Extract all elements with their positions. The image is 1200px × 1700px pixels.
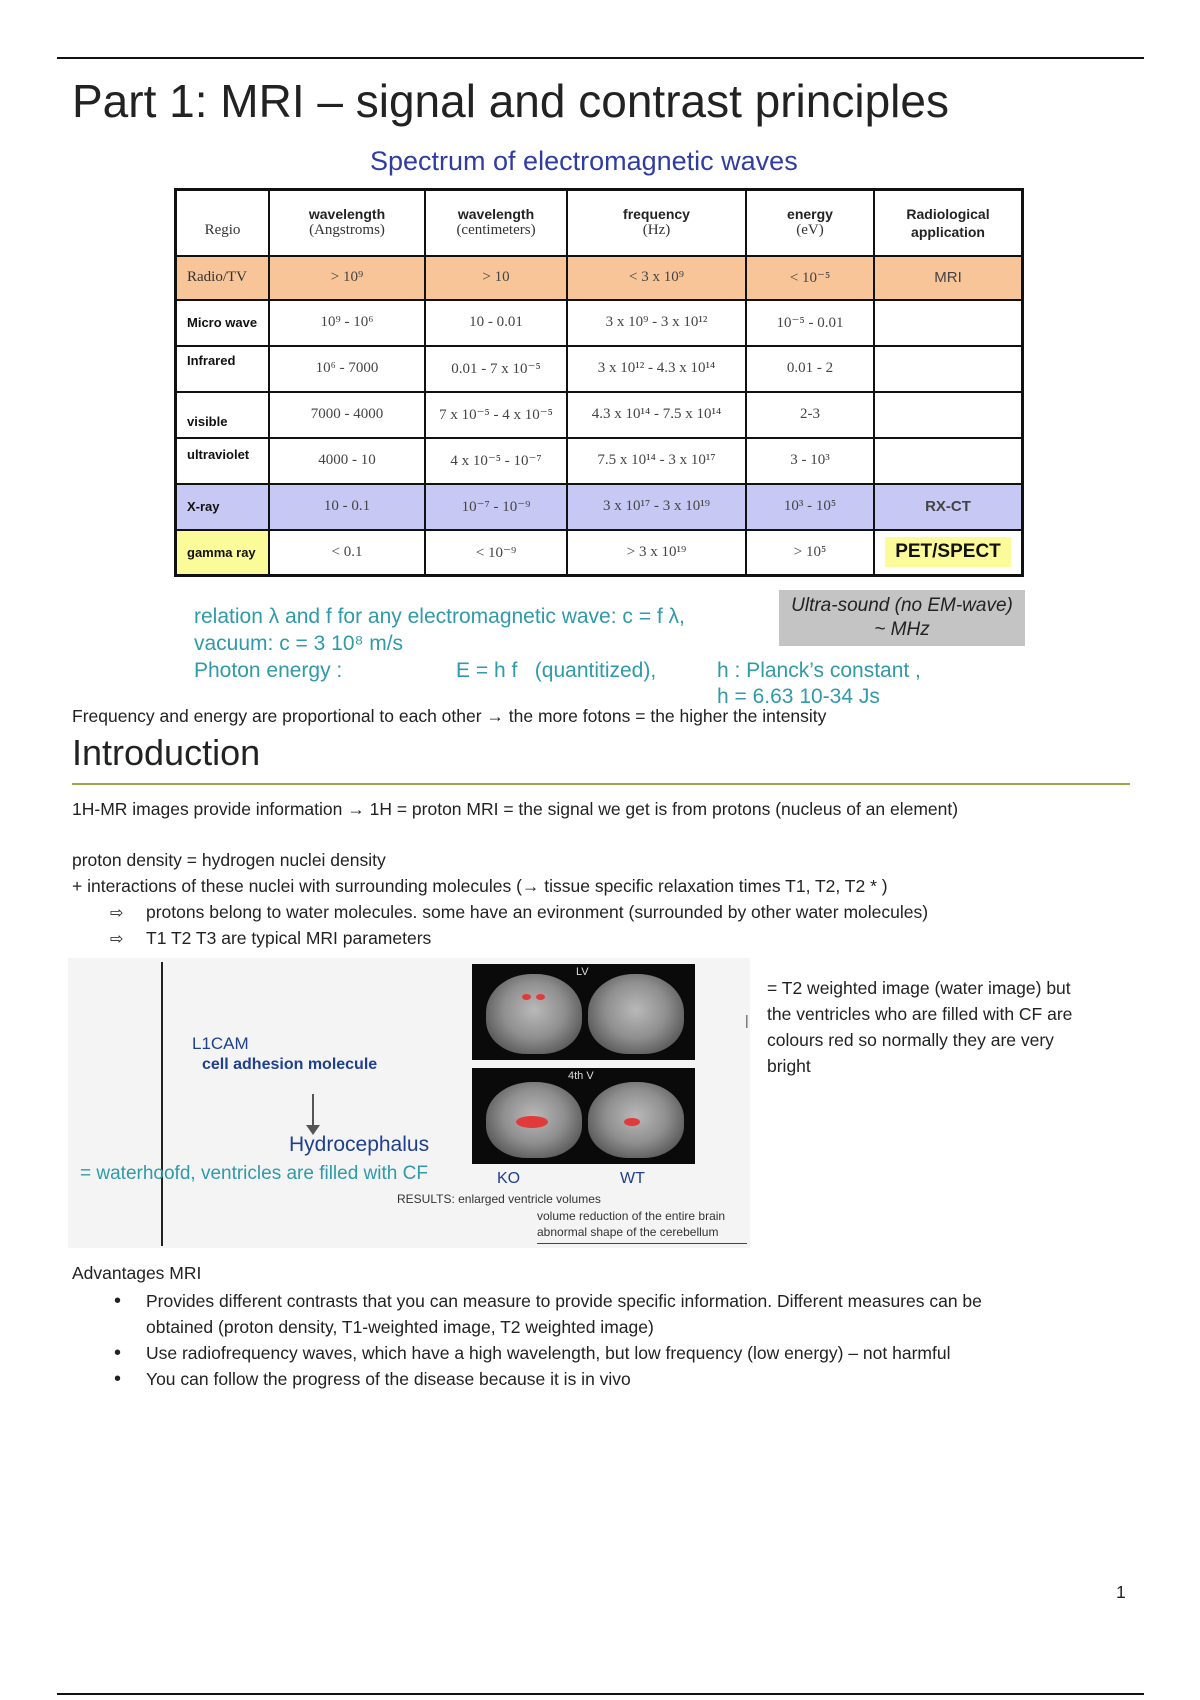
mri-image-bottom [472, 1068, 695, 1164]
region-cell: visible [176, 392, 270, 438]
bottom-rule [57, 1693, 1144, 1695]
figure-note-line-4: bright [767, 1056, 811, 1076]
table-cell: 10 - 0.01 [425, 300, 567, 346]
frequency-note: Frequency and energy are proportional to each other → the more fotons = the higher the intensity [72, 706, 827, 726]
photon-energy-equation: E = h f (quantitized), [456, 659, 657, 682]
table-row [176, 256, 1023, 300]
application-cell [874, 392, 1023, 438]
figure-note-line-3: colours red so normally they are very [767, 1030, 1054, 1050]
ultrasound-line2: ~ MHz [874, 619, 930, 640]
wt-label: WT [620, 1170, 645, 1187]
table-cell: < 3 x 10⁹ [567, 256, 746, 300]
application-cell: MRI [874, 256, 1023, 300]
table-cell: 4 x 10⁻⁵ - 10⁻⁷ [425, 438, 567, 484]
vacuum-speed: vacuum: c = 3 10⁸ m/s [194, 632, 404, 655]
list-item: • You can follow the progress of the disease because it is in vivo [114, 1366, 1094, 1392]
region-cell: gamma ray [176, 530, 270, 576]
table-cell: 4000 - 10 [269, 438, 425, 484]
wave-relation: relation λ and f for any electromagnetic wave: c = f λ, [194, 605, 685, 628]
table-cell: 0.01 - 2 [746, 346, 874, 392]
table-cell: 7 x 10⁻⁵ - 4 x 10⁻⁵ [425, 392, 567, 438]
table-row [176, 392, 1023, 438]
page-title: Part 1: MRI – signal and contrast principles [72, 75, 949, 127]
results-line-3: abnormal shape of the cerebellum [537, 1225, 719, 1239]
table-header-row [176, 190, 1023, 256]
intro-paragraph-1: 1H-MR images provide information → 1H = proton MRI = the signal we get is from protons (nucleus of an element) [72, 799, 959, 819]
table-cell: 7000 - 4000 [269, 392, 425, 438]
arrow-bullet-icon: ⇨ [110, 931, 124, 948]
table-cell: 3 x 10¹⁷ - 3 x 10¹⁹ [567, 484, 746, 530]
results-line-2: volume reduction of the entire brain [537, 1209, 726, 1223]
intro-paragraph-3: + interactions of these nuclei with surrounding molecules (→ tissue specific relaxation times T1, T2, T2 * ) [72, 876, 888, 896]
waterhoofd-note: = waterhoofd, ventricles are filled with CF [80, 1163, 428, 1184]
table-row [176, 484, 1023, 530]
planck-constant-value: h = 6.63 10-34 Js [717, 685, 880, 708]
photon-energy-label: Photon energy : [194, 659, 343, 682]
region-cell: X-ray [176, 484, 270, 530]
table-cell: < 0.1 [269, 530, 425, 576]
list-item: • Provides different contrasts that you can measure to provide specific information. Different measures can be obtained (proton density, T1-weighted image, T2 weighted image) [114, 1288, 1094, 1340]
table-cell: 3 x 10¹² - 4.3 x 10¹⁴ [567, 346, 746, 392]
column-header-energy: energy (eV) [746, 190, 874, 256]
ventricle-marker [536, 994, 545, 1000]
table-cell: > 3 x 10¹⁹ [567, 530, 746, 576]
table-row [176, 300, 1023, 346]
top-rule [57, 57, 1144, 59]
table-row [176, 346, 1023, 392]
list-item: • Use radiofrequency waves, which have a high wavelength, but low frequency (low energy) – not harmful [114, 1340, 1094, 1366]
hydrocephalus-label: Hydrocephalus [289, 1133, 430, 1156]
column-header-application: Radiological application [874, 190, 1023, 256]
table-cell: 10³ - 10⁵ [746, 484, 874, 530]
figure-note-line-1: = T2 weighted image (water image) but [767, 978, 1071, 998]
brain-scan-wt-icon [588, 974, 684, 1054]
planck-constant-label: h : Planck’s constant , [717, 659, 921, 682]
intro-paragraph-2: proton density = hydrogen nuclei density [72, 850, 386, 870]
table-cell: 10 - 0.1 [269, 484, 425, 530]
section-rule [72, 783, 1130, 785]
table-cell: 10⁶ - 7000 [269, 346, 425, 392]
table-cell: 3 - 10³ [746, 438, 874, 484]
table-cell: 2-3 [746, 392, 874, 438]
section-heading-introduction: Introduction [72, 732, 261, 773]
results-underline [537, 1243, 747, 1244]
figure-vertical-line [161, 962, 163, 1246]
arrow-bullet-icon: ⇨ [110, 905, 124, 922]
table-cell: < 10⁻⁹ [425, 530, 567, 576]
table-cell: 10⁹ - 10⁶ [269, 300, 425, 346]
ventricle-marker [624, 1118, 640, 1126]
figure-note-line-2: the ventricles who are filled with CF are [767, 1004, 1073, 1024]
cell-adhesion-label: cell adhesion molecule [202, 1056, 378, 1073]
intro-subpoint-1: protons belong to water molecules. some have an evironment (surrounded by other water molecules) [146, 902, 929, 922]
column-header-wavelength-angstroms: wavelength (Angstroms) [269, 190, 425, 256]
ko-label: KO [497, 1170, 521, 1187]
table-cell: > 10 [425, 256, 567, 300]
column-header-frequency: frequency (Hz) [567, 190, 746, 256]
region-cell: Infrared [176, 346, 270, 392]
results-line-1: RESULTS: enlarged ventricle volumes [397, 1192, 601, 1206]
column-header-regio: Regio [176, 190, 270, 256]
ventricle-marker [522, 994, 531, 1000]
table-cell: 3 x 10⁹ - 3 x 10¹² [567, 300, 746, 346]
mri-image-top [472, 964, 695, 1060]
table-row [176, 438, 1023, 484]
intro-subpoint-2: T1 T2 T3 are typical MRI parameters [146, 928, 432, 948]
advantages-list [114, 1288, 1094, 1392]
table-row [176, 530, 1023, 576]
table-cell: > 10⁹ [269, 256, 425, 300]
table-cell: 4.3 x 10¹⁴ - 7.5 x 10¹⁴ [567, 392, 746, 438]
ventricle-marker [516, 1116, 548, 1128]
region-cell: Micro wave [176, 300, 270, 346]
ultrasound-box [779, 590, 1025, 646]
table-cell: 10⁻⁵ - 0.01 [746, 300, 874, 346]
brain-scan-ko-icon [486, 974, 582, 1054]
application-cell: RX-CT [874, 484, 1023, 530]
region-cell: Radio/TV [176, 256, 270, 300]
spectrum-table [174, 188, 1024, 577]
table-cell: 0.01 - 7 x 10⁻⁵ [425, 346, 567, 392]
application-cell [874, 300, 1023, 346]
application-cell [874, 346, 1023, 392]
column-header-wavelength-cm: wavelength (centimeters) [425, 190, 567, 256]
page-number: 1 [1116, 1582, 1126, 1602]
spectrum-title: Spectrum of electromagnetic waves [370, 146, 798, 176]
ultrasound-line1: Ultra-sound (no EM-wave) [791, 595, 1013, 616]
table-cell: 10⁻⁷ - 10⁻⁹ [425, 484, 567, 530]
application-cell [874, 438, 1023, 484]
lv-label: LV [576, 966, 589, 978]
table-cell: 7.5 x 10¹⁴ - 3 x 10¹⁷ [567, 438, 746, 484]
l1cam-label: L1CAM [192, 1034, 249, 1053]
advantages-heading: Advantages MRI [72, 1263, 202, 1283]
table-cell: > 10⁵ [746, 530, 874, 576]
application-cell [874, 530, 1023, 576]
figure-margin-mark: | [745, 1012, 749, 1028]
pet-spect-label: PET/SPECT [885, 537, 1011, 567]
fourth-ventricle-label: 4th V [568, 1070, 594, 1082]
table-cell: < 10⁻⁵ [746, 256, 874, 300]
region-cell: ultraviolet [176, 438, 270, 484]
